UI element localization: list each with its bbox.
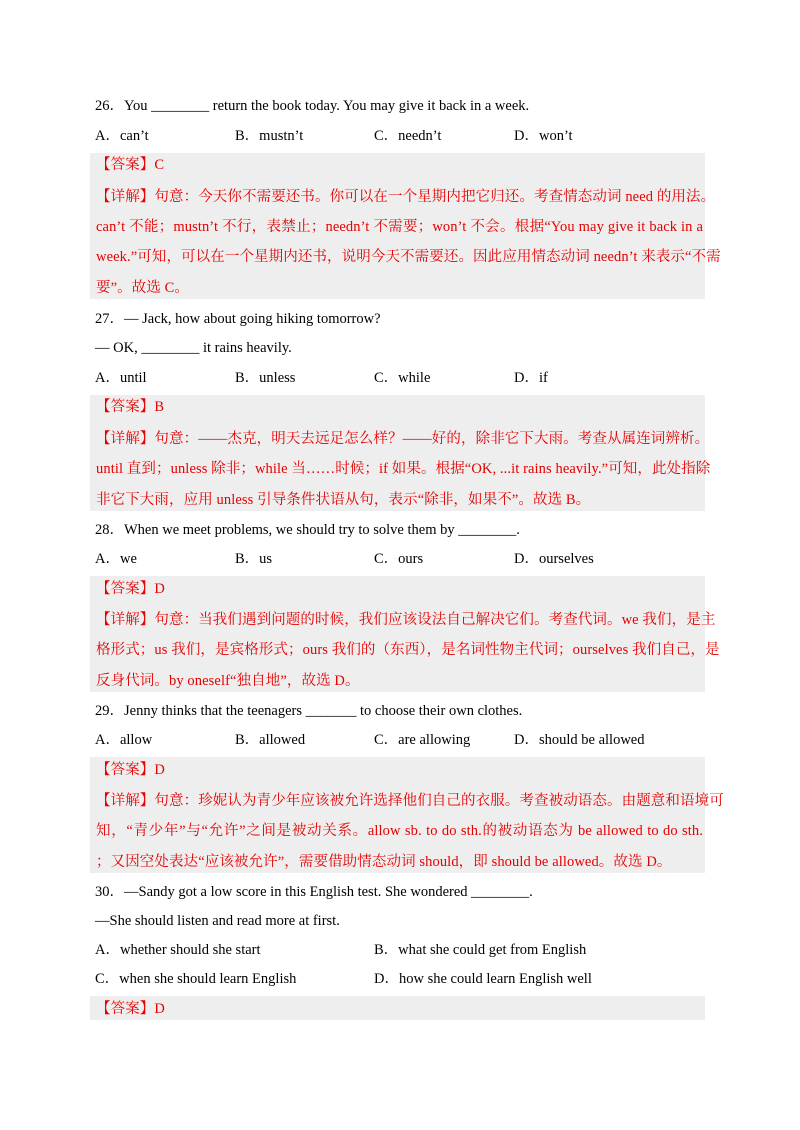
question-30-stem-reply: —She should listen and read more at first. [95,913,340,929]
q26-detail-line: week.”可知，可以在一个星期内还书，说明今天不需要还。因此应用情态动词 needn’t 来表示“不需 [96,249,721,265]
q28-detail-line: 【详解】句意：当我们遇到问题的时候，我们应该设法自己解决它们。考查代词。we 我们，是主 [96,612,716,628]
question-28-stem: 28．When we meet problems, we should try to solve them by ________. [95,522,520,538]
q27-option-b: B．unless [235,370,296,386]
q29-option-b: B．allowed [235,732,306,748]
question-30-stem: 30．—Sandy got a low score in this English test. She wondered ________. [95,884,533,900]
q29-detail-line: 【详解】句意：珍妮认为青少年应该被允许选择他们自己的衣服。考查被动语态。由题意和语境可 [96,793,724,809]
q30-answer-box [90,996,705,1020]
q26-detail-line: 【详解】句意：今天你不需要还书。你可以在一个星期内把它归还。考查情态动词 need 的用法。 [96,189,716,205]
q30-option-a: A．whether should she start [95,942,261,958]
q26-option-b: B．mustn’t [235,128,304,144]
q28-option-c: C．ours [374,551,424,567]
question-27-stem-reply: — OK, ________ it rains heavily. [95,340,292,356]
q26-answer: 【答案】C [96,157,165,173]
q29-option-a: A．allow [95,732,153,748]
q29-detail-line: 知，“青少年”与“允许”之间是被动关系。allow sb. to do sth.的被动语态为 be allowed to do sth. [96,823,703,839]
q26-detail-line: can’t 不能；mustn’t 不行，表禁止；needn’t 不需要；won’t 不会。根据“You may give it back in a [96,219,703,235]
q27-detail-line: 非它下大雨，应用 unless 引导条件状语从句，表示“除非，如果不”。故选 B。 [96,492,591,508]
q30-option-b: B．what she could get from English [374,942,587,958]
q29-option-c: C．are allowing [374,732,471,748]
q30-option-c: C．when she should learn English [95,971,297,987]
question-29-stem: 29．Jenny thinks that the teenagers _______ to choose their own clothes. [95,703,523,719]
q27-option-a: A．until [95,370,147,386]
q27-option-c: C．while [374,370,431,386]
q30-answer: 【答案】D [96,1001,165,1017]
q27-detail-line: until 直到；unless 除非；while 当……时候；if 如果。根据“OK, ...it rains heavily.”可知，此处指除 [96,461,711,477]
q27-detail-line: 【详解】句意：——杰克，明天去远足怎么样？——好的，除非它下大雨。考查从属连词辨析。 [96,431,710,447]
q29-detail-line: ；又因空处表达“应该被允许”，需要借助情态动词 should，即 should be allowed。故选 D。 [96,854,672,870]
q28-answer: 【答案】D [96,581,165,597]
q26-option-d: D．won’t [514,128,573,144]
q27-answer: 【答案】B [96,399,165,415]
q28-option-d: D．ourselves [514,551,594,567]
q29-answer: 【答案】D [96,762,165,778]
q26-detail-line: 要”。故选 C。 [96,280,190,296]
q26-option-c: C．needn’t [374,128,442,144]
q27-option-d: D．if [514,370,548,386]
q28-detail-line: 反身代词。by oneself“独自地”，故选 D。 [96,673,360,689]
question-27-stem: 27．— Jack, how about going hiking tomorrow? [95,311,381,327]
q29-option-d: D．should be allowed [514,732,645,748]
q28-detail-line: 格形式；us 我们，是宾格形式；ours 我们的（东西），是名词性物主代词；ourselves 我们自己，是 [96,642,720,658]
q28-option-b: B．us [235,551,273,567]
question-26-stem: 26．You ________ return the book today. You may give it back in a week. [95,98,530,114]
q26-option-a: A．can’t [95,128,149,144]
q28-option-a: A．we [95,551,137,567]
q30-option-d: D．how she could learn English well [374,971,592,987]
